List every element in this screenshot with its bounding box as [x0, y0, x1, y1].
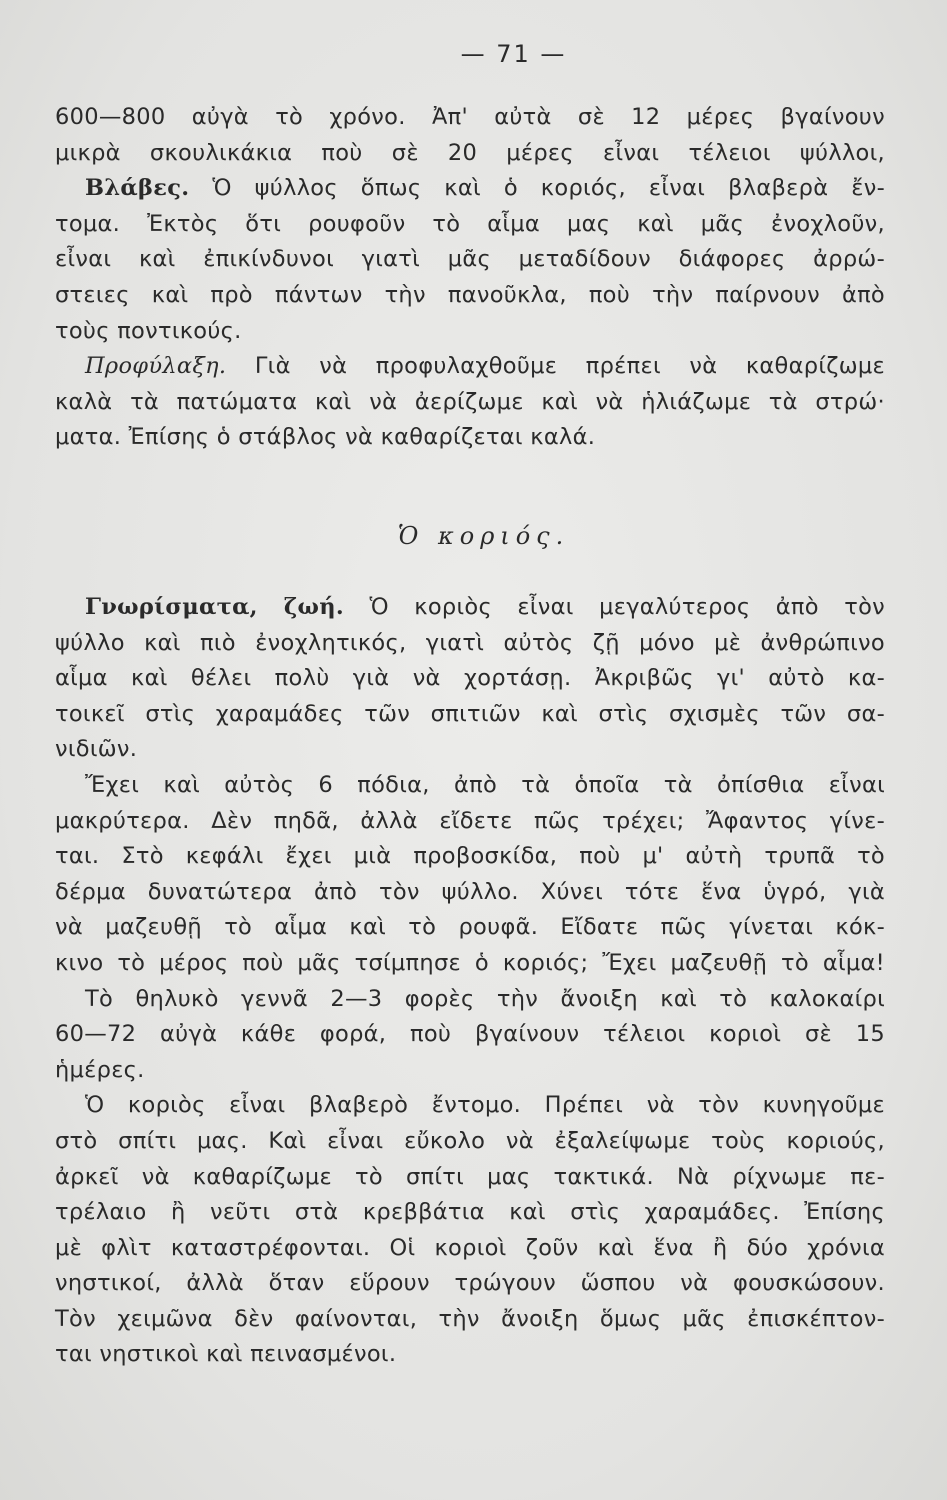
text-line: τοὺς ποντικούς. [55, 317, 242, 344]
heading-gnorismata: Γνωρίσματα, ζωή. [85, 594, 345, 620]
text-line: ται. Στὸ κεφάλι ἔχει μιὰ προβοσκίδα, ποὺ μ' αὐτὴ τρυπᾶ τὸ [55, 843, 885, 870]
section-fleas-text [55, 100, 885, 456]
text-line: Τὸν χειμῶνα δὲν φαίνονται, τὴν ἄνοιξη ὅμως μᾶς ἐπισκέπτον- [55, 1305, 885, 1332]
text-line: καλὰ τὰ πατώματα καὶ νὰ ἀερίζωμε καὶ νὰ ἡλιάζωμε τὰ στρώ· [55, 388, 885, 415]
text-line: Βλάβες. Ὁ ψύλλος ὅπως καὶ ὁ κοριός, εἶναι βλαβερὰ ἔν- [85, 175, 886, 202]
text-line: 600—800 αὐγὰ τὸ χρόνο. Ἀπ' αὐτὰ σὲ 12 μέρες βγαίνουν [55, 104, 885, 130]
heading-blabes: Βλάβες. [85, 175, 190, 202]
text-line: ἀρκεῖ νὰ καθαρίζωμε τὸ σπίτι μας τακτικά. Νὰ ρίχνωμε πε- [55, 1163, 885, 1190]
text-line: τομα. Ἐκτὸς ὅτι ρουφοῦν τὸ αἷμα μας καὶ μᾶς ἐνοχλοῦν, [55, 210, 885, 237]
text-line: μικρὰ σκουλικάκια ποὺ σὲ 20 μέρες εἶναι τέλειοι ψύλλοι, [55, 139, 885, 166]
text-line: Ἔχει καὶ αὐτὸς 6 πόδια, ἀπὸ τὰ ὁποῖα τὰ ὀπίσθια εἶναι [85, 771, 885, 798]
text-line: Προφύλαξη. Γιὰ νὰ προφυλαχθοῦμε πρέπει νὰ καθαρίζωμε [85, 353, 886, 380]
text-line: ἡμέρες. [55, 1056, 145, 1083]
text-line: κινο τὸ μέρος ποὺ μᾶς τσίμπησε ὁ κοριός; Ἔχει μαζευθῇ τὸ αἷμα! [55, 949, 885, 976]
text-line: νηστικοί, ἀλλὰ ὅταν εὕρουν τρώγουν ὥσπου νὰ φουσκώσουν. [55, 1270, 885, 1297]
text-line: αἷμα καὶ θέλει πολὺ γιὰ νὰ χορτάσῃ. Ἀκριβῶς γι' αὐτὸ κα- [55, 665, 885, 692]
text-line: ψύλλο καὶ πιὸ ἐνοχλητικός, γιατὶ αὐτὸς ζῇ μόνο μὲ ἀνθρώπινο [55, 629, 885, 656]
page-number: — 71 — [460, 40, 567, 68]
text-line: νιδιῶν. [55, 736, 138, 763]
text-line: τοικεῖ στὶς χαραμάδες τῶν σπιτιῶν καὶ στὶς σχισμὲς τῶν σα- [55, 700, 885, 727]
text-line: δέρμα δυνατώτερα ἀπὸ τὸν ψύλλο. Χύνει τότε ἕνα ὑγρό, γιὰ [55, 878, 885, 905]
text-line: μὲ φλὶτ καταστρέφονται. Οἱ κοριοὶ ζοῦν καὶ ἕνα ἢ δύο χρόνια [55, 1234, 885, 1261]
text-line: 60—72 αὐγὰ κάθε φορά, ποὺ βγαίνουν τέλειοι κοριοὶ σὲ 15 [55, 1021, 885, 1048]
text-line: στειες καὶ πρὸ πάντων τὴν πανοῦκλα, ποὺ τὴν παίρνουν ἀπὸ [55, 281, 885, 308]
text-line: εἶναι καὶ ἐπικίνδυνοι γιατὶ μᾶς μεταδίδουν διάφορες ἀρρώ- [55, 246, 885, 273]
text-line: νὰ μαζευθῇ τὸ αἷμα καὶ τὸ ρουφᾶ. Εἴδατε πῶς γίνεται κόκ- [55, 914, 885, 941]
text-line: ται νηστικοὶ καὶ πεινασμένοι. [55, 1341, 397, 1368]
text-line: στὸ σπίτι μας. Καὶ εἶναι εὔκολο νὰ ἐξαλείψωμε τοὺς κοριούς, [55, 1127, 885, 1154]
text-line: Γνωρίσματα, ζωή. Ὁ κοριὸς εἶναι μεγαλύτερος ἀπὸ τὸν [85, 594, 885, 620]
text-line: μακρύτερα. Δὲν πηδᾶ, ἀλλὰ εἴδετε πῶς τρέχει; Ἄφαντος γίνε- [55, 807, 885, 834]
text-line: Ὁ κοριὸς εἶναι βλαβερὸ ἔντομο. Πρέπει νὰ τὸν κυνηγοῦμε [85, 1092, 885, 1119]
section-title-koriós: Ὁ κοριός. [397, 522, 570, 550]
text-line: Τὸ θηλυκὸ γεννᾶ 2—3 φορὲς τὴν ἄνοιξη καὶ τὸ καλοκαίρι [85, 985, 885, 1012]
section-bedbug-text [55, 590, 885, 1373]
text-line: ματα. Ἐπίσης ὁ στάβλος νὰ καθαρίζεται καλά. [55, 424, 596, 451]
text-line: τρέλαιο ἢ νεῦτι στὰ κρεββάτια καὶ στὶς χαραμάδες. Ἐπίσης [55, 1199, 885, 1226]
heading-prophylaxi: Προφύλαξη. [85, 353, 227, 380]
